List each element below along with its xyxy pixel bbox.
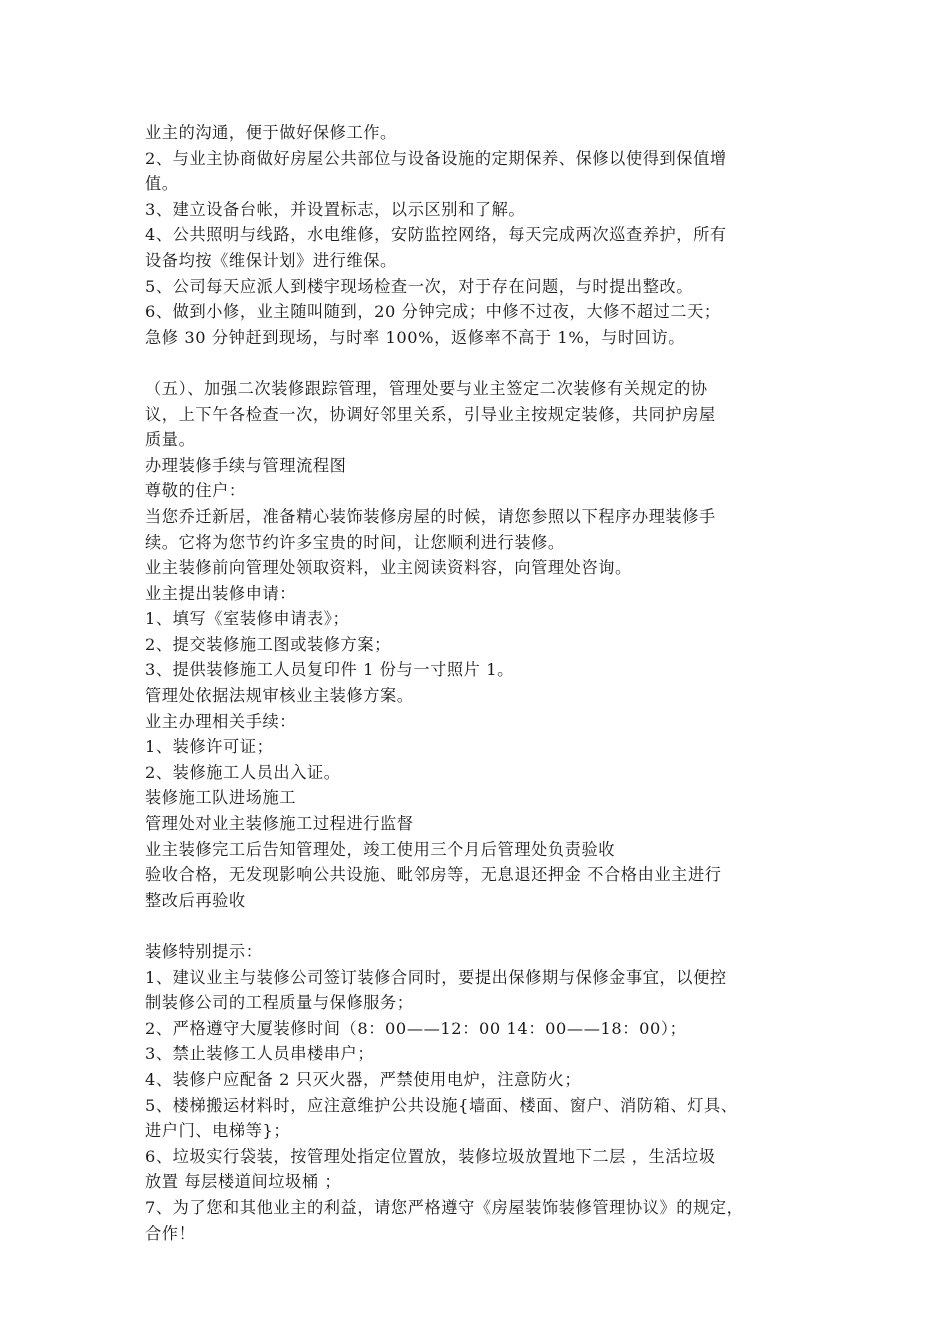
list-item: 1、建议业主与装修公司签订装修合同时，要提出保修期与保修金事宜，以便控 (145, 967, 727, 987)
text-line: 业主装修完工后告知管理处，竣工使用三个月后管理处负责验收 (145, 839, 616, 859)
subsection-title: 装修特别提示： (145, 942, 263, 961)
document-body (145, 120, 815, 1246)
text-line: 装修施工队进场施工 (145, 788, 297, 808)
subsection-title: 办理装修手续与管理流程图 (145, 455, 347, 475)
text-line: 制装修公司的工程质量与保修服务； (145, 993, 414, 1013)
text-line: 验收合格，无发现影响公共设施、毗邻房等，无息退还押金 不合格由业主进行 (145, 865, 722, 885)
text-line: 3、建立设备台帐，并设置标志，以示区别和了解。 (145, 199, 526, 219)
text-line: 5、公司每天应派人到楼宇现场检查一次，对于存在问题，与时提出整改。 (145, 276, 694, 296)
text-line: 管理处依据法规审核业主装修方案。 (145, 686, 414, 706)
text-line: 业主装修前向管理处领取资料，业主阅读资料容，向管理处咨询。 (145, 558, 632, 578)
text-line: 设备均按《维保计划》进行维保。 (145, 250, 397, 270)
list-item: 1、填写《室装修申请表》； (145, 609, 350, 629)
section-heading: （五）、加强二次装修跟踪管理，管理处要与业主签定二次装修有关规定的协 (145, 378, 708, 398)
list-item: 3、提供装修施工人员复印件 1 份与一寸照片 1。 (145, 660, 514, 680)
text-line: 业主的沟通，便于做好保修工作。 (145, 123, 397, 142)
list-item: 2、装修施工人员出入证。 (145, 762, 341, 782)
text-line: 当您乔迁新居，准备精心装饰装修房屋的时候，请您参照以下程序办理装修手 (145, 506, 716, 526)
list-item: 5、楼梯搬运材料时，应注意维护公共设施{墙面、楼面、窗户、消防箱、灯具、 (145, 1095, 738, 1115)
salutation: 尊敬的住户： (145, 481, 246, 501)
blank-line (145, 913, 815, 939)
text-line: 管理处对业主装修施工过程进行监督 (145, 814, 414, 834)
text-line: 2、与业主协商做好房屋公共部位与设备设施的定期保养、保修以使得到保值增 (145, 148, 727, 168)
text-line: 值。 (145, 174, 179, 194)
text-line: 放置 每层楼道间垃圾桶 ； (145, 1172, 342, 1192)
text-line: 续。它将为您节约许多宝贵的时间，让您顺利进行装修。 (145, 532, 565, 552)
list-item: 6、垃圾实行袋装，按管理处指定位置放，装修垃圾放置地下二层 ，生活垃圾 (145, 1146, 716, 1166)
text-line: 业主提出装修申请： (145, 583, 297, 603)
list-item: 7、为了您和其他业主的利益，请您严格遵守《房屋装饰装修管理协议》的规定， (145, 1197, 744, 1217)
text-line: 4、公共照明与线路，水电维修，安防监控网络，每天完成两次巡查养护，所有 (145, 225, 727, 245)
text-line: 6、做到小修，业主随叫随到，20 分钟完成；中修不过夜，大修不超过二天； (145, 302, 721, 322)
text-line: 急修 30 分钟赶到现场，与时率 100%，返修率不高于 1%，与时回访。 (145, 327, 686, 347)
text-line: 业主办理相关手续： (145, 711, 297, 731)
list-item: 2、严格遵守大厦装修时间（8：00——12：00 14：00——18：00）； (145, 1018, 687, 1038)
list-item: 1、装修许可证； (145, 737, 274, 757)
text-line: 整改后再验收 (145, 890, 246, 910)
text-line: 合作！ (145, 1223, 196, 1243)
list-item: 4、装修户应配备 2 只灭火器，严禁使用电炉，注意防火； (145, 1069, 582, 1089)
text-line: 议，上下午各检查一次，协调好邻里关系，引导业主按规定装修，共同护房屋 (145, 404, 716, 424)
list-item: 3、禁止装修工人员串楼串户； (145, 1044, 375, 1064)
text-line: 进户门、电梯等}； (145, 1121, 291, 1141)
list-item: 2、提交装修施工图或装修方案； (145, 634, 391, 654)
blank-line (145, 350, 815, 376)
text-line: 质量。 (145, 430, 196, 450)
